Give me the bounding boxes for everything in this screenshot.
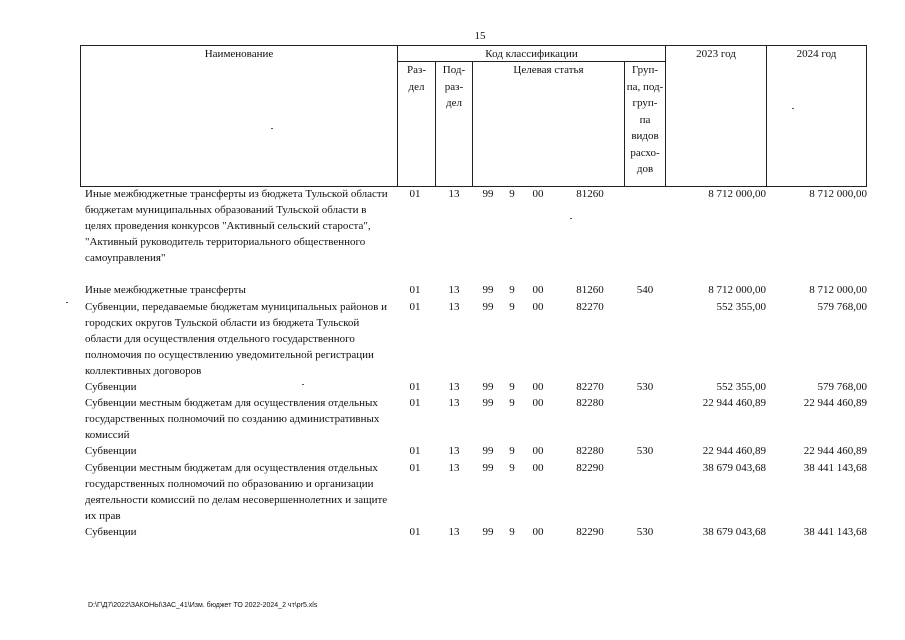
cell-y2023: 552 355,00 xyxy=(716,300,766,313)
header-razdel: Раз- дел xyxy=(406,64,426,93)
cell-t4: 82280 xyxy=(576,397,604,410)
cell-podrazdel: 13 xyxy=(448,188,460,200)
cell-t3: 00 xyxy=(532,381,544,394)
cell-t2: 9 xyxy=(509,461,515,474)
cell-t3: 00 xyxy=(532,397,544,410)
cell-y2023: 8 712 000,00 xyxy=(708,284,766,297)
cell-razdel: 01 xyxy=(409,525,421,538)
cell-razdel: 01 xyxy=(409,445,421,458)
table-row xyxy=(0,186,905,266)
cell-y2023: 22 944 460,89 xyxy=(702,445,766,458)
cell-razdel: 01 xyxy=(409,461,421,474)
cell-y2024: 22 944 460,89 xyxy=(803,445,867,458)
cell-podrazdel: 13 xyxy=(448,445,460,458)
cell-t3: 00 xyxy=(532,300,544,313)
cell-y2023: 38 679 043,68 xyxy=(702,525,766,538)
row-name: Субвенции xyxy=(85,525,137,538)
table-row xyxy=(0,379,905,395)
table-body xyxy=(0,186,905,540)
cell-y2023: 22 944 460,89 xyxy=(702,397,766,410)
row-name: Иные межбюджетные трансферты из бюджета Тульской области бюджетам муниципальных образований Тульской области в целях проведения конкурсов "Активный сельский староста", "Активный руководитель территориального общественного самоуправления" xyxy=(85,188,388,265)
cell-t3: 00 xyxy=(532,445,544,458)
header-group: Груп- па, под- груп- па видов расхо- дов xyxy=(626,64,664,175)
table-row xyxy=(0,395,905,443)
cell-y2023: 38 679 043,68 xyxy=(702,461,766,474)
cell-t3: 00 xyxy=(532,525,544,538)
header-year-2024: 2024 год xyxy=(796,48,837,60)
cell-t1: 99 xyxy=(482,445,494,458)
cell-t2: 9 xyxy=(509,525,515,538)
cell-t2: 9 xyxy=(509,300,515,313)
cell-podrazdel: 13 xyxy=(448,461,460,474)
cell-t1: 99 xyxy=(482,300,494,313)
cell-y2024: 579 768,00 xyxy=(817,381,867,394)
file-path-footer: D:\Г\Д7\2022\ЗАКОНЫ\ЗАС_41\Изм. бюджет ТО 2022-2024_2 чт\pr5.xls xyxy=(88,602,318,609)
header-code-group: Код классификации xyxy=(485,48,578,60)
table-row xyxy=(0,460,905,524)
row-name: Субвенции xyxy=(85,445,137,458)
table-row xyxy=(0,299,905,379)
cell-t4: 81260 xyxy=(576,188,604,200)
row-name: Субвенции местным бюджетам для осуществления отдельных государственных полномочий по созданию административных комиссий xyxy=(85,397,380,442)
cell-group: 530 xyxy=(636,445,654,458)
cell-razdel: 01 xyxy=(409,397,421,410)
header-name: Наименование xyxy=(204,48,274,60)
cell-y2023: 552 355,00 xyxy=(716,381,766,394)
cell-razdel: 01 xyxy=(409,300,421,313)
cell-t1: 99 xyxy=(482,461,494,474)
cell-podrazdel: 13 xyxy=(448,300,460,313)
cell-t1: 99 xyxy=(482,284,494,297)
cell-t4: 82280 xyxy=(576,445,604,458)
cell-y2024: 38 441 143,68 xyxy=(803,461,867,474)
header-target: Целевая статья xyxy=(513,64,584,76)
row-name: Иные межбюджетные трансферты xyxy=(85,284,246,297)
cell-t2: 9 xyxy=(509,397,515,410)
header-year-2023: 2023 год xyxy=(696,48,736,60)
cell-y2024: 579 768,00 xyxy=(817,300,867,313)
table-row xyxy=(0,524,905,540)
cell-t1: 99 xyxy=(482,397,494,410)
cell-t3: 00 xyxy=(532,284,544,297)
cell-t2: 9 xyxy=(509,188,515,200)
cell-t4: 81260 xyxy=(576,284,604,297)
cell-y2024: 22 944 460,89 xyxy=(803,397,867,410)
cell-group: 540 xyxy=(636,284,654,297)
cell-podrazdel: 13 xyxy=(448,381,460,394)
row-name: Субвенции местным бюджетам для осуществления отдельных государственных полномочий по образованию и организации деятельности комиссий по делам несовершеннолетних и защите их прав xyxy=(85,461,388,522)
cell-t2: 9 xyxy=(509,445,515,458)
cell-y2023: 8 712 000,00 xyxy=(708,188,766,200)
cell-t4: 82270 xyxy=(576,300,604,313)
cell-group: 530 xyxy=(636,525,654,538)
cell-razdel: 01 xyxy=(409,188,421,200)
cell-razdel: 01 xyxy=(409,284,421,297)
table-row xyxy=(0,443,905,459)
header-podrazdel: Под- раз- дел xyxy=(442,64,466,109)
cell-y2024: 8 712 000,00 xyxy=(809,284,867,297)
cell-t4: 82270 xyxy=(576,381,604,394)
cell-y2024: 8 712 000,00 xyxy=(809,188,867,200)
cell-t1: 99 xyxy=(482,525,494,538)
cell-t1: 99 xyxy=(482,188,494,200)
cell-podrazdel: 13 xyxy=(448,284,460,297)
page-number: 15 xyxy=(474,30,486,42)
cell-podrazdel: 13 xyxy=(448,397,460,410)
cell-podrazdel: 13 xyxy=(448,525,460,538)
cell-razdel: 01 xyxy=(409,381,421,394)
cell-t4: 82290 xyxy=(576,525,604,538)
cell-t1: 99 xyxy=(482,381,494,394)
row-name: Субвенции, передаваемые бюджетам муниципальных районов и городских округов Тульской области из бюджета Тульской области для осуществления отдельного государственного полномочия по осуществлению уведомительной регистрации коллективных договоров xyxy=(85,300,387,377)
table-row xyxy=(0,282,905,298)
cell-t3: 00 xyxy=(532,188,544,200)
cell-t2: 9 xyxy=(509,284,515,297)
cell-t3: 00 xyxy=(532,461,544,474)
cell-group: 530 xyxy=(636,381,654,394)
cell-t2: 9 xyxy=(509,381,515,394)
cell-t4: 82290 xyxy=(576,461,604,474)
row-name: Субвенции xyxy=(85,381,137,394)
cell-y2024: 38 441 143,68 xyxy=(803,525,867,538)
